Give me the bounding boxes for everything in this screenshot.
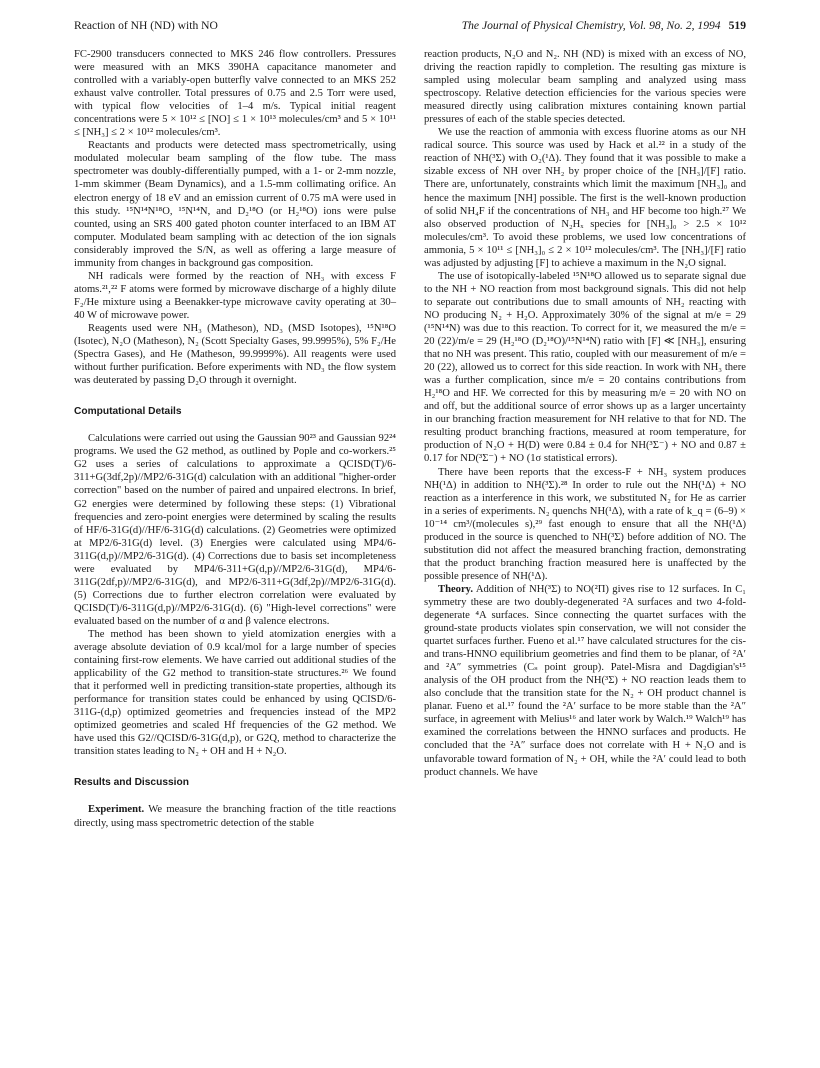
runin-experiment: Experiment. <box>88 804 145 816</box>
heading-computational-details: Computational Details <box>74 406 182 418</box>
paragraph-experiment <box>74 803 396 829</box>
paragraph-isotope-labeling: The use of isotopically-labeled ¹⁵N¹⁸O allowed us to separate signal due to the NH + NO reaction from most background signals. This did not help to separate out contributions due to small amounts of NH₂ reacting with NO producing N₂ + H₂O. Approximately 30% of the signal at m/e = 29 (¹⁵N¹⁴N) was due to this reaction. To correct for it, we measured the m/e = 20 (22)/m/e = 29 (H₂¹⁸O (D₂¹⁸O)/¹⁵N¹⁴N) ratio with [F] ≪ [NH₃], ensuring that no NH was present. This ratio, coupled with our measurement of m/e = 20 (22), allowed us to correct for this side reaction. In work with NH₃ there was a further complication, since m/e = 20 contains contributions from H₂¹⁸O and HF. We corrected for this by measuring m/e = 20 with NO on and off, but the additional source of error shows up as a larger uncertainty in our branching fraction measurement for NH relative to that for ND. The resulting product branching fractions, measured at room temperature, for production of N₂O + H(D) were 0.84 ± 0.4 for NH(³Σ⁻) + NO and 0.87 ± 0.17 for ND(³Σ⁻) + NO (1σ statistical errors). <box>424 270 746 465</box>
paragraph-detection: Reactants and products were detected mass spectrometrically, using modulated molecular beam sampling of the flow tube. The mass spectrometer was doubly-differentially pumped, with a 1- or 2-mm nozzle, 1-mm skimmer (Beam Dynamics), and a 1.5-mm collimating orifice. An electron energy of 18 eV and an emission current of 0.75 mA were used in this study. ¹⁵N¹⁴N¹⁸O, ¹⁵N¹⁴N, and D₂¹⁸O (or H₂¹⁸O) ions were pulse counted, using an SRS 400 gated photon counter interfaced to an IBM AT computer. Modulated beam sampling with ac detection of the ion signals considerably improved the S/N, as well as offering a large measure of immunity from changes in background gas composition. <box>74 140 396 269</box>
page-number: 519 <box>728 19 746 32</box>
paragraph-apparatus: FC-2900 transducers connected to MKS 246 flow controllers. Pressures were measured with an MKS 390HA capacitance manometer and controlled with a variably-open butterfly valve connected to an MKS 252 exhaust valve controller. Total pressures of 0.75 and 2.5 Torr were used, with typical flow velocities of 1–4 m/s. Typical initial reagent concentrations were 5 × 10¹² ≤ [NO] ≤ 1 × 10¹³ molecules/cm³ and 5 × 10¹¹ ≤ [NH₃] ≤ 2 × 10¹² molecules/cm³. <box>74 49 396 139</box>
heading-results-discussion: Results and Discussion <box>74 777 189 789</box>
right-column <box>424 48 746 779</box>
paragraph-calculations: Calculations were carried out using the Gaussian 90²³ and Gaussian 92²⁴ programs. We used the G2 method, as outlined by Pople and co-workers.²⁵ G2 uses a series of calculations to approximate a QCISD(T)/6-311+G(3df,2p)//MP2/6-31G(d) calculation with an additional "higher-order correction" based on the number of paired and unpaired electrons. In brief, G2 energies were determined by following these steps: (1) Vibrational frequencies and zero-point energies were determined by scaling the results of HF/6-31G(d)//HF/6-31G(d) calculations. (2) Geometries were optimized at MP2/6-31G(d) level. (3) Energies were calculated using MP4/6-311G(d,p)//MP2/6-31G(d). (4) Corrections due to basis set incompleteness were evaluated by MP4/6-311+G(d,p)//MP2/6-31G(d), MP4/6-311G(2df,p)//MP2/6-31G(d), and MP2/6-311+G(3df,2p)//MP2/6-31G(d). (5) Corrections due to further electron correlation were evaluated by QCISD(T)/6-311G(d,p)//MP2/6-31G(d). (6) "High-level corrections" were evaluated based on the number of α and β valence electrons. <box>74 433 396 627</box>
paragraph-method-accuracy: The method has been shown to yield atomization energies with a average absolute deviation of 0.9 kcal/mol for a large number of species containing first-row elements. We have carried out additional studies of the applicability of the G2 method to transition-state structures.²⁶ We found that it performed well in predicting transition-state properties, although its performance for transition states could be enhanced by using QCISD/6-311G-(d,p) optimized geometries and frequencies instead of the MP2 optimized geometries and scaled Hf frequencies of the G2 method. We have used this G2//QCISD/6-31G(d,p), or G2Q, method to characterize the transition states leading to N₂ + OH and H + N₂O. <box>74 628 396 758</box>
running-title: Reaction of NH (ND) with NO <box>74 19 218 32</box>
running-header <box>74 18 746 36</box>
paragraph-experiment-text: We measure the branching fraction of the title reactions directly, using mass spectrometric detection of the stable <box>74 804 396 829</box>
paragraph-singlet-nh: There have been reports that the excess-F + NH₃ system produces NH(¹Δ) in addition to NH(³Σ).²⁸ In order to rule out the NH(¹Δ) + NO reaction as a interference in this work, we substituted N₂ for He as carrier in a series of experiments. N₂ quenchs NH(¹Δ), with a rate of k_q = (6–9) × 10⁻¹⁴ cm³/(molecules s),²⁹ fast enough to ensure that all the NH(¹Δ) produced in the source is quenched to NH(³Σ) before addition of NO. The substitution did not affect the measured branching fraction, demonstrating that the product branching fraction measured here is unaffected by the possible presence of NH(¹Δ). <box>424 466 746 582</box>
paragraph-theory <box>424 583 746 779</box>
journal-citation <box>462 18 746 34</box>
paragraph-radical-source: NH radicals were formed by the reaction of NH₃ with excess F atoms.²¹,²² F atoms were formed by microwave discharge of a highly dilute F₂/He mixture using a Beenakker-type microwave cavity operating at 30–40 W of microwave power. <box>74 270 396 321</box>
left-column <box>74 48 396 830</box>
runin-theory: Theory. <box>438 583 474 595</box>
paragraph-ammonia-source: We use the reaction of ammonia with excess fluorine atoms as our NH radical source. This source was used by Hack et al.²² in a study of the reaction of NH(³Σ) with O₂(¹Δ). They found that it was possible to make a sizable excess of NH over NH₂ by proper choice of the [NH₃]/[F] ratio. There are, unfortunately, constraints which limit the maximum [NH₃]₀ and hence the maximum [NH] possible. The first is the well-known production of solid NH₄F if the concentrations of NH₃ and HF become too high.²⁷ We also observed production of N₂Hₓ species for [NH₃]₀ > 2.5 × 10¹² molecules/cm³. To avoid these problems, we used low concentrations of ammonia, 5 × 10¹¹ ≤ [NH₃]₀ ≤ 2 × 10¹² molecules/cm³. The [NH₃]/[F] ratio was adjusted by adjusting [F] to achieve a maximum in the N₂O signal. <box>424 127 746 269</box>
journal-name: The Journal of Physical Chemistry, Vol. 98, No. 2, 1994 <box>461 19 721 32</box>
paragraph-theory-text: Addition of NH(³Σ) to NO(²Π) gives rise to 12 surfaces. In C₁ symmetry these are two doubly-degenerated ²A surfaces and two 4-fold-degenerate ⁴A surfaces. Since connecting the quartet surfaces with the ground-state products violates spin conservation, we will not consider the quartet surfaces further. Fueno et al.¹⁷ have calculated structures for the cis- and trans-HNNO equilibrium geometries and find them to be planar, of ²A′ and ²A″ symmetries (Cₛ point group). Patel-Misra and Dagdigian's¹⁵ analysis of the OH product from the NH(³Σ) + NO reaction leads them to also conclude that the transition state for the N₂ + OH product channel is planar. Fueno et al.¹⁷ found the ²A′ surface to be more stable than the ²A″ surface, in agreement with Melius¹⁶ and later work by Walch.¹⁹ Walch¹⁹ has examined the correlations between the HNNO surfaces and products. He concluded that the ²A″ surface does not correlate with H + N₂O and is unfavorable toward formation of N₂ + OH, while the ²A′ could lead to both product channels. We have <box>424 583 746 778</box>
paragraph-products: reaction products, N₂O and N₂. NH (ND) is mixed with an excess of NO, driving the reaction rapidly to completion. The resulting gas mixture is sampled using molecular beam sampling and analyzed using mass spectroscopy. Relative detection efficiencies for the various species were measured directly using calibration mixtures containing known partial pressures of each of the stable species detected. <box>424 49 746 126</box>
paragraph-reagents: Reagents used were NH₃ (Matheson), ND₃ (MSD Isotopes), ¹⁵N¹⁸O (Isotec), N₂O (Matheson), N₂ (Scott Specialty Gases, 99.9995%), 5% F₂/He (Spectra Gases), and He (Matheson, 99.9999%). All reagents were used without further purification. Before experiments with ND₃ the flow system was deuterated by passing D₂O through it overnight. <box>74 322 396 387</box>
